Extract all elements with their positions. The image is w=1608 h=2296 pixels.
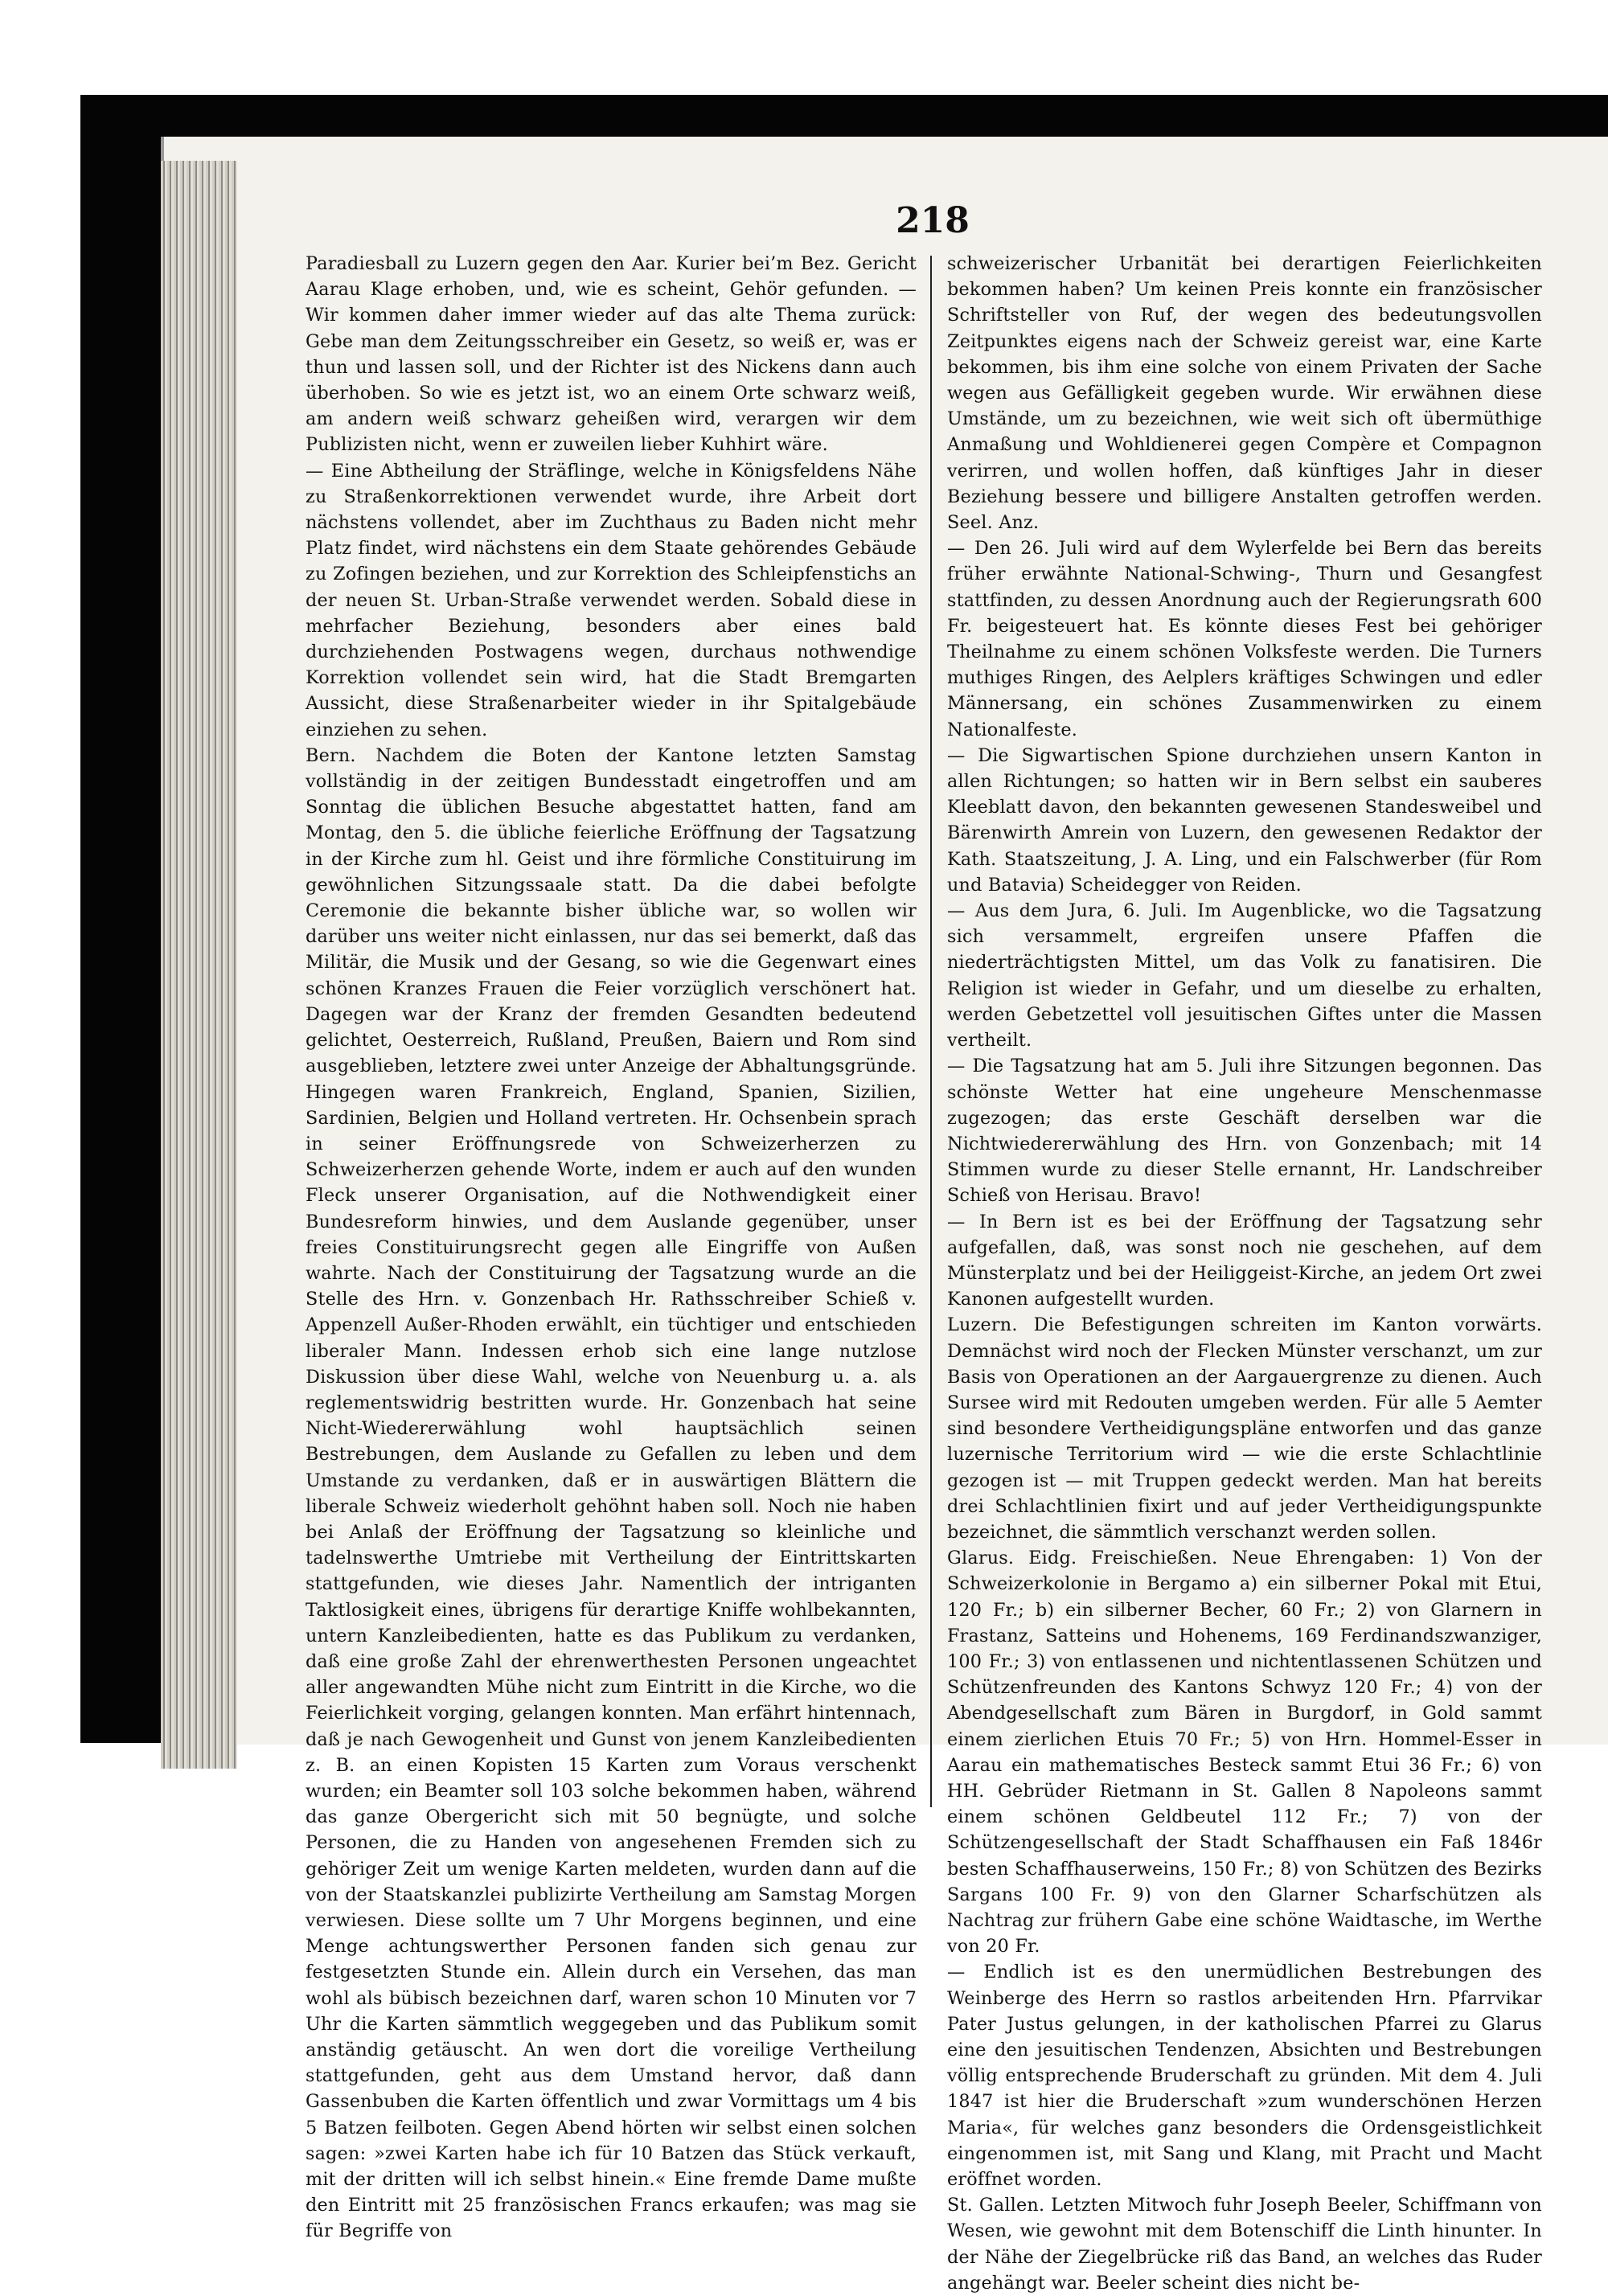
paragraph: schweizerischer Urbanität bei derartigen Feierlichkeiten bekommen haben? Um keinen Preis konnte ein französischer Schriftsteller von Ruf, der wegen des bedeutungsvollen Zeitpunktes eigens nach der Schweiz gereist war, eine Karte bekommen, bis ihm eine solche von einem Privaten der Sache wegen aus Gefälligkeit gegeben wurde. Wir erwähnen diese Umstände, um zu bezeichnen, wie weit sich oft übermüthige Anmaßung und Wohldienerei gegen Compère et Compagnon verirren, und wollen hoffen, daß künftiges Jahr in dieser Beziehung bessere und billigere Anstalten getroffen werden. Seel. Anz. — [947, 253, 1542, 534]
right-column — [947, 251, 1542, 2294]
paragraph: St. Gallen. Letzten Mitwoch fuhr Joseph Beeler, Schiffmann von Wesen, wie gewohnt mit dem Botenschiff die Linth hinunter. In der Nähe der Ziegelbrücke riß das Band, an welches das Ruder angehängt war. Beeler scheint dies nicht be- — [947, 2195, 1542, 2294]
paragraph: Glarus. Eidg. Freischießen. Neue Ehrengaben: 1) Von der Schweizerkolonie in Bergamo a) ein silberner Pokal mit Etui, 120 Fr.; b) ein silberner Becher, 60 Fr.; 2) von Glarnern in Frastanz, Satteins und Hohenems, 169 Ferdinandszwanziger, 100 Fr.; 3) von entlassenen und nichtentlassenen Schützen und Schützenfreunden des Kantons Schwyz 120 Fr.; 4) von der Abendgesellschaft zum Bären in Burgdorf, in Gold sammt einem zierlichen Etuis 70 Fr.; 5) von Hrn. Hommel-Esser in Aarau ein mathematisches Besteck sammt Etui 36 Fr.; 6) von HH. Gebrüder Rietmann in St. Gallen 8 Napoleons sammt einem schönen Geldbeutel 112 Fr.; 7) von der Schützengesellschaft der Stadt Schaffhausen ein Faß 1846r besten Schaffhauserweins, 150 Fr.; 8) von Schützen des Bezirks Sargans 100 Fr. 9) von den Glarner Scharfschützen als Nachtrag zur frühern Gabe eine schöne Waidtasche, im Werthe von 20 Fr. — [947, 1548, 1542, 1958]
paragraph: Bern. Nachdem die Boten der Kantone letzten Samstag vollständig in der zeitigen Bundesstadt eingetroffen und am Sonntag die üblichen Besuche abgestattet hatten, fand am Montag, den 5. die übliche feierliche Eröffnung der Tagsatzung in der Kirche zum hl. Geist und ihre förmliche Constituirung im gewöhnlichen Sitzungssaale statt. Da die dabei befolgte Ceremonie die bekannte bisher übliche war, so wollen wir darüber uns weiter nicht einlassen, nur das sei bemerkt, daß das Militär, die Musik und der Gesang, so wie die Gegenwart eines schönen Kranzes Frauen die Feier vorzüglich verschönert hat. Dagegen war der Kranz der fremden Gesandten bedeutend gelichtet, Oesterreich, Rußland, Preußen, Baiern und Rom sind ausgeblieben, letztere zwei unter Anzeige der Abhaltungsgründe. Hingegen waren Frankreich, England, Spanien, Sizilien, Sardinien, Belgien und Holland vertreten. Hr. Ochsenbein sprach in seiner Eröffnungsrede von Schweizerherzen zu Schweizerherzen gehende Worte, indem er auch auf den wunden Fleck unserer Organisation, auf die Nothwendigkeit einer Bundesreform hinwies, und dem Auslande gegenüber, unser freies Constituirungsrecht gegen alle Eingriffe von Außen wahrte. Nach der Constituirung der Tagsatzung wurde an die Stelle des Hrn. v. Gonzenbach Hr. Rathsschreiber Schieß v. Appenzell Außer-Rhoden erwählt, ein tüchtiger und entschieden liberaler Mann. Indessen erhob sich eine lange nutzlose Diskussion über diese Wahl, welche von Neuenburg u. a. als reglementswidrig bestritten wurde. Hr. Gonzenbach hat seine Nicht-Wiedererwählung wohl hauptsächlich seinen Bestrebungen, dem Auslande zu Gefallen zu leben und dem Umstande zu verdanken, daß er in auswärtigen Blättern die liberale Schweiz wiederholt gehöhnt haben soll. Noch nie haben bei Anlaß der Eröffnung der Tagsatzung so kleinliche und tadelnswerthe Umtriebe mit Vertheilung der Eintrittskarten stattgefunden, wie dieses Jahr. Namentlich der intriganten Taktlosigkeit eines, übrigens für derartige Kniffe wohlbekannten, untern Kanzleibedienten, hatte es das Publikum zu verdanken, daß eine große Zahl der ehrenwerthesten Personen ungeachtet aller angewandten Mühe nicht zum Eintritt in die Kirche, wo die Feierlichkeit vorging, gelangen konnten. Man erfährt hintennach, daß je nach Gewogenheit und Gunst von jenem Kanzleibedienten z. B. an einen Kopisten 15 Karten zum Voraus verschenkt wurden; ein Beamter soll 103 solche bekommen haben, während das ganze Obergericht sich mit 50 begnügte, und solche Personen, die zu Handen von angesehenen Fremden sich zu gehöriger Zeit um wenige Karten meldeten, wurden dann auf die von der Staatskanzlei publizirte Vertheilung am Samstag Morgen verwiesen. Diese sollte um 7 Uhr Morgens beginnen, und eine Menge achtungswerther Personen fanden sich genau zur festgesetzten Stunde ein. Allein durch ein Versehen, das man wohl als bübisch bezeichnen darf, waren schon 10 Minuten vor 7 Uhr die Karten sämmtlich weggegeben und das Publikum somit anständig getäuscht. An wen dort die voreilige Vertheilung stattgefunden, geht aus dem Umstand hervor, daß dann Gassenbuben die Karten öffentlich und zwar Vormittags um 4 bis 5 Batzen feilboten. Gegen Abend hörten wir selbst einen solchen sagen: »zwei Karten habe ich für 10 Batzen das Stück verkauft, mit der dritten will ich selbst hinein.« Eine fremde Dame mußte den Eintritt mit 25 französischen Francs erkaufen; was mag sie für Begriffe von — [306, 744, 917, 2242]
page-number: 218 — [896, 200, 970, 241]
left-column — [306, 251, 917, 2242]
page-edges — [161, 161, 237, 1769]
column-divider — [930, 256, 932, 1807]
paragraph: — Aus dem Jura, 6. Juli. Im Augenblicke, wo die Tagsatzung sich versammelt, ergreifen unsere Pfaffen die niederträchtigsten Mittel, um das Volk zu fanatisiren. Die Religion ist wieder in Gefahr, und um dieselbe zu erhalten, werden Gebetzettel voll jesuitischen Giftes unter die Massen vertheilt. — [947, 900, 1542, 1052]
paragraph: — Den 26. Juli wird auf dem Wylerfelde bei Bern das bereits früher erwähnte National-Schwing-, Thurn und Gesangfest stattfinden, zu dessen Anordnung auch der Regierungsrath 600 Fr. beigesteuert hat. Es könnte dieses Fest bei gehöriger Theilnahme zu einem schönen Volksfeste werden. Die Turners muthiges Ringen, des Aelplers kräftiges Schwingen und edler Männersang, ein schönes Zusammenwirken zu einem Nationalfeste. — [947, 538, 1542, 740]
paragraph: Paradiesball zu Luzern gegen den Aar. Kurier bei’m Bez. Gericht Aarau Klage erhoben, und, wie es scheint, Gehör gefunden. — Wir kommen daher immer wieder auf das alte Thema zurück: Gebe man dem Zeitungsschreiber ein Gesetz, so weiß er, was er thun und lassen soll, und der Richter ist des Nickens dann auch überhoben. So wie es jetzt ist, wo an einem Orte schwarz weiß, am andern weiß schwarz geheißen wird, verargen wir dem Publizisten nicht, wenn er zuweilen lieber Kuhhirt wäre. — [306, 253, 917, 456]
paragraph: — Endlich ist es den unermüdlichen Bestrebungen des Weinberge des Herrn so rastlos arbeitenden Hrn. Pfarrvikar Pater Justus gelungen, in der katholischen Pfarrei zu Glarus eine den jesuitischen Tendenzen, Absichten und Bestrebungen völlig entsprechende Bruderschaft zu gründen. Mit dem 4. Juli 1847 ist hier die Bruderschaft »zum wunderschönen Herzen Maria«, für welches ganz besonders die Ordensgeistlichkeit eingenommen ist, mit Sang und Klang, mit Pracht und Macht eröffnet worden. — [947, 1962, 1542, 2191]
paragraph: — Eine Abtheilung der Sträflinge, welche in Königsfeldens Nähe zu Straßenkorrektionen verwendet wurde, ihre Arbeit dort nächstens vollendet, aber im Zuchthaus zu Baden nicht mehr Platz findet, wird nächstens ein dem Staate gehörendes Gebäude zu Zofingen beziehen, und zur Korrektion des Schleipfenstichs an der neuen St. Urban-Straße verwendet werden. Sobald diese in mehrfacher Beziehung, besonders aber eines bald durchziehenden Postwagens wegen, durchaus nothwendige Korrektion vollendet sein wird, hat die Stadt Bremgarten Aussicht, diese Straßenarbeiter wieder in ihr Spitalgebäude einziehen zu sehen. — [306, 460, 917, 740]
paragraph: — Die Sigwartischen Spione durchziehen unsern Kanton in allen Richtungen; so hatten wir in Bern selbst ein sauberes Kleeblatt davon, den bekannten gewesenen Standesweibel und Bärenwirth Amrein von Luzern, den gewesenen Redaktor der Kath. Staatszeitung, J. A. Ling, und ein Falschwerber (für Rom und Batavia) Scheidegger von Reiden. — [947, 744, 1542, 896]
paragraph: — Die Tagsatzung hat am 5. Juli ihre Sitzungen begonnen. Das schönste Wetter hat eine ungeheure Menschenmasse zugezogen; das erste Geschäft derselben war die Nichtwiedererwählung des Hrn. von Gonzenbach; mit 14 Stimmen wurde zu dieser Stelle ernannt, Hr. Landschreiber Schieß von Herisau. Bravo! — [947, 1056, 1542, 1207]
paragraph: Luzern. Die Befestigungen schreiten im Kanton vorwärts. Demnächst wird noch der Flecken Münster verschanzt, um zur Basis von Operationen an der Aargauergrenze zu dienen. Auch Sursee wird mit Redouten umgeben werden. Für alle 5 Aemter sind besondere Vertheidigungspläne entworfen und das ganze luzernische Territorium wird — wie die erste Schlachtlinie gezogen ist — mit Truppen gedeckt werden. Man hat bereits drei Schlachtlinien fixirt und auf jeder Vertheidigungspunkte bezeichnet, die sämmtlich verschanzt werden sollen. — [947, 1314, 1542, 1543]
paragraph: — In Bern ist es bei der Eröffnung der Tagsatzung sehr aufgefallen, daß, was sonst noch nie geschehen, auf dem Münsterplatz und bei der Heiliggeist-Kirche, an jedem Ort zwei Kanonen aufgestellt wurden. — [947, 1211, 1542, 1310]
